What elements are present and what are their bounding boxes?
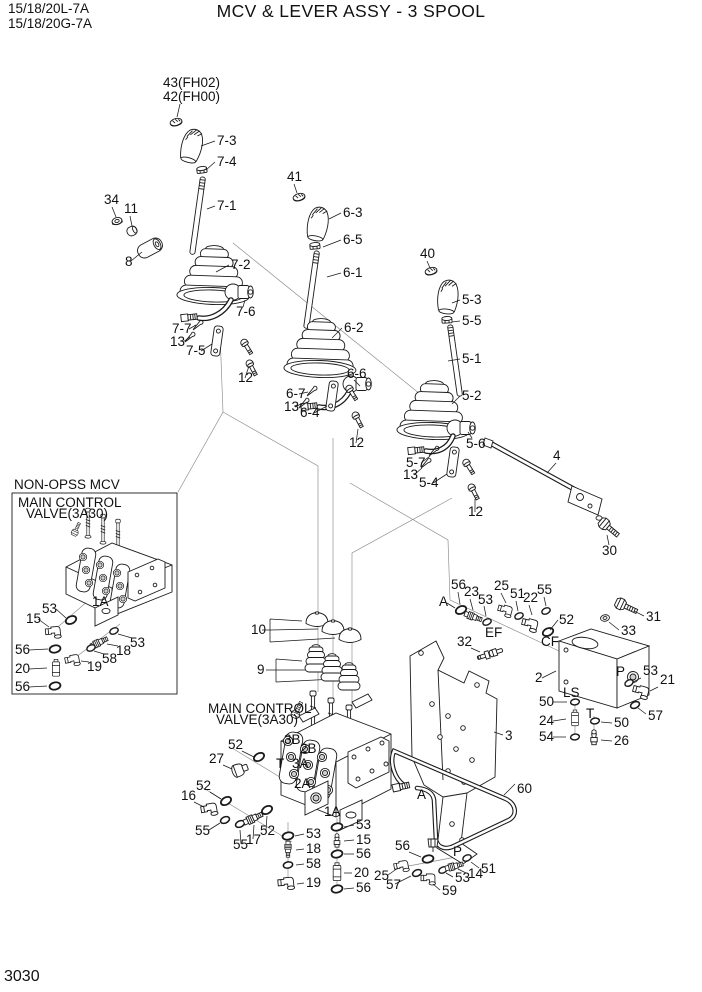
leader-line bbox=[409, 852, 421, 857]
part-label: 7-6 bbox=[236, 304, 256, 319]
leader-line bbox=[209, 823, 220, 830]
port-label: CF bbox=[541, 634, 559, 649]
part-label: 53 bbox=[478, 592, 494, 607]
part-label: 52 bbox=[196, 778, 212, 793]
port-label: P bbox=[453, 844, 463, 859]
part-label: 56 bbox=[15, 642, 31, 657]
leader-line bbox=[295, 834, 304, 836]
leader-line bbox=[452, 321, 460, 322]
part-label: 50 bbox=[539, 694, 555, 709]
part-label: 19 bbox=[87, 659, 103, 674]
knob-5-3 bbox=[436, 279, 460, 315]
leader-line bbox=[296, 849, 304, 850]
leader-line bbox=[112, 207, 116, 217]
washer-33 bbox=[600, 614, 610, 622]
port-label: 3B bbox=[284, 732, 301, 747]
part-label: 56 bbox=[15, 679, 31, 694]
leader-line bbox=[529, 605, 532, 615]
part-label: 5-3 bbox=[462, 292, 482, 307]
leader-line bbox=[501, 593, 506, 603]
part-label: 13 bbox=[403, 467, 419, 482]
leader-line bbox=[388, 868, 398, 875]
leader-line bbox=[471, 648, 480, 652]
leader-line bbox=[433, 884, 440, 890]
part-label: 54 bbox=[539, 729, 555, 744]
part-label: 6-1 bbox=[343, 265, 363, 280]
part-label: 18 bbox=[116, 643, 132, 658]
leader-line bbox=[516, 601, 518, 611]
section-marker: A bbox=[439, 594, 449, 609]
port-label: EF bbox=[485, 625, 503, 640]
part-label: 56 bbox=[395, 838, 411, 853]
part-label: 24 bbox=[539, 713, 555, 728]
part-label: 22 bbox=[523, 590, 539, 605]
part-label: 52 bbox=[559, 612, 575, 627]
part-label: 7-4 bbox=[217, 154, 237, 169]
part-label: 51 bbox=[510, 586, 526, 601]
part-label: 9 bbox=[257, 662, 265, 677]
valve-title: MAIN CONTROL bbox=[208, 701, 312, 716]
section-marker: A bbox=[417, 787, 427, 802]
part-label: 32 bbox=[457, 634, 473, 649]
leader-line bbox=[206, 162, 215, 170]
part-label: 53 bbox=[130, 635, 146, 650]
model-code-1: 15/18/20L-7A bbox=[8, 1, 90, 16]
inset-title: NON-OPSS MCV bbox=[14, 477, 120, 492]
part-label: 7-7 bbox=[172, 321, 192, 336]
port-label: 2A bbox=[294, 776, 311, 791]
part-label: 26 bbox=[614, 733, 630, 748]
part-label: 8 bbox=[125, 254, 133, 269]
part-label: 6-4 bbox=[300, 405, 320, 420]
part-label: 20 bbox=[354, 865, 370, 880]
part-label: 12 bbox=[468, 504, 484, 519]
part-label: 6-6 bbox=[347, 366, 367, 381]
inset-subtitle: VALVE(3A30) bbox=[26, 506, 109, 521]
leader-line bbox=[446, 873, 453, 877]
leader-line bbox=[504, 784, 515, 795]
part-label: 20 bbox=[15, 661, 31, 676]
port-label: T bbox=[276, 756, 285, 771]
part-label: 14 bbox=[468, 866, 484, 881]
link-7-5 bbox=[210, 326, 223, 357]
part-label: 6-2 bbox=[344, 320, 364, 335]
part-label: 4 bbox=[553, 448, 561, 463]
part-label: 55 bbox=[537, 582, 553, 597]
elbow-5-6 bbox=[447, 420, 475, 436]
part-label: 2 bbox=[535, 670, 543, 685]
leader-line bbox=[484, 606, 486, 616]
nut-5-5 bbox=[442, 316, 452, 323]
part-label: 5-7 bbox=[406, 455, 426, 470]
part-label: 57 bbox=[386, 877, 402, 892]
part-label: 21 bbox=[660, 672, 676, 687]
part-label: 33 bbox=[621, 623, 637, 638]
page-number: 3030 bbox=[4, 968, 40, 985]
part-41-nut bbox=[292, 192, 305, 202]
port-label: T bbox=[586, 706, 595, 721]
leader-line bbox=[458, 592, 460, 604]
part-label: 53 bbox=[356, 817, 372, 832]
part-label: 10 bbox=[251, 622, 267, 637]
part-label: 13 bbox=[170, 334, 186, 349]
model-code-2: 15/18/20G-7A bbox=[8, 16, 93, 31]
part-label: 55 bbox=[195, 823, 211, 838]
link-5-4 bbox=[446, 447, 459, 478]
part-label: 42(FH00) bbox=[163, 89, 221, 104]
part-label: 6-7 bbox=[286, 386, 306, 401]
leader-line bbox=[297, 883, 304, 884]
part-label: 56 bbox=[356, 846, 372, 861]
part-label: 18 bbox=[306, 841, 322, 856]
knob-6-3 bbox=[305, 205, 331, 242]
leader-line bbox=[29, 668, 47, 669]
part-40-nut bbox=[424, 266, 437, 276]
leader-line bbox=[56, 609, 66, 618]
part-label: 7-1 bbox=[217, 198, 237, 213]
leader-line bbox=[29, 649, 48, 650]
part-label: 16 bbox=[181, 788, 197, 803]
non-opss-valve-block bbox=[66, 508, 172, 626]
part-label: 25 bbox=[494, 578, 510, 593]
leader-line bbox=[601, 722, 612, 723]
leader-line bbox=[323, 240, 341, 247]
part-label: 56 bbox=[451, 577, 467, 592]
part-label: 53 bbox=[455, 870, 471, 885]
part-label: 19 bbox=[306, 875, 322, 890]
part-label: 53 bbox=[306, 826, 322, 841]
port-label: 1A bbox=[324, 804, 341, 819]
part-label: 13 bbox=[284, 399, 300, 414]
page-title: MCV & LEVER ASSY - 3 SPOOL bbox=[216, 1, 486, 21]
part-label: 58 bbox=[102, 651, 118, 666]
part-label: 56 bbox=[356, 880, 372, 895]
leader-line bbox=[327, 273, 341, 277]
part-label: 52 bbox=[228, 737, 244, 752]
stem-7-1 bbox=[190, 177, 206, 255]
part-label: 11 bbox=[124, 201, 139, 216]
part-label: 6-5 bbox=[343, 232, 363, 247]
leader-line bbox=[207, 206, 215, 209]
part-label: 7-5 bbox=[186, 343, 206, 358]
part-label: 6-3 bbox=[343, 205, 363, 220]
port-label: P bbox=[616, 664, 626, 679]
leader-line bbox=[544, 597, 546, 606]
part-label: 41 bbox=[287, 169, 303, 184]
part-label: 34 bbox=[104, 192, 120, 207]
leader-line bbox=[201, 141, 215, 146]
leader-line bbox=[29, 686, 47, 687]
leader-line bbox=[547, 463, 556, 473]
part-label: 57 bbox=[648, 708, 664, 723]
leader-line bbox=[329, 213, 341, 219]
port-label: 2B bbox=[300, 741, 317, 756]
part-label: 55 bbox=[233, 837, 249, 852]
leader-line bbox=[609, 622, 619, 630]
part-label: 5-5 bbox=[462, 313, 482, 328]
leader-line bbox=[470, 599, 473, 610]
leader-line bbox=[210, 792, 221, 799]
part-label: 7-2 bbox=[231, 257, 251, 272]
part-label: 52 bbox=[260, 823, 276, 838]
part-label: 3 bbox=[505, 728, 513, 743]
port-label: 3A bbox=[292, 756, 309, 771]
part-label: 17 bbox=[246, 832, 262, 847]
leader-line bbox=[130, 216, 132, 226]
leader-line bbox=[177, 104, 180, 117]
leader-line bbox=[344, 888, 354, 889]
part-label: 5-2 bbox=[462, 388, 482, 403]
bolt-31 bbox=[614, 597, 640, 617]
inset-subtitle: MAIN CONTROL bbox=[18, 495, 122, 510]
nut-6-5 bbox=[310, 242, 321, 249]
port-label: 1A bbox=[92, 594, 109, 609]
leader-line bbox=[427, 261, 430, 268]
leader-line bbox=[296, 864, 304, 865]
part-label: 7-3 bbox=[217, 133, 237, 148]
leader-line bbox=[553, 719, 566, 721]
part-label: 60 bbox=[517, 781, 533, 796]
leader-line bbox=[294, 184, 297, 193]
part-label: 50 bbox=[614, 715, 630, 730]
part-label: 59 bbox=[442, 883, 458, 898]
part-label: 5-1 bbox=[462, 351, 482, 366]
part-label: 5-6 bbox=[466, 436, 486, 451]
part-42-43-nut bbox=[169, 117, 182, 127]
rod-end-plate bbox=[568, 486, 602, 515]
leader-line bbox=[601, 740, 612, 741]
part-label: 25 bbox=[374, 868, 390, 883]
leader-line bbox=[650, 687, 658, 691]
part-label: 15 bbox=[356, 832, 372, 847]
leader-line bbox=[542, 671, 556, 678]
nut-7-4 bbox=[196, 166, 207, 174]
part-label: 5-4 bbox=[419, 475, 439, 490]
stud-32 bbox=[476, 646, 503, 661]
part-label: 12 bbox=[238, 370, 254, 385]
part-label: 12 bbox=[349, 435, 365, 450]
part-label: 15 bbox=[26, 611, 42, 626]
part-label: 30 bbox=[602, 543, 618, 558]
part-label: 27 bbox=[209, 751, 225, 766]
elbow-7-6 bbox=[225, 284, 253, 300]
leader-line bbox=[638, 708, 646, 714]
part-label: 51 bbox=[481, 861, 497, 876]
leader-line bbox=[242, 751, 254, 757]
part-label: 58 bbox=[306, 856, 322, 871]
part-label: 40 bbox=[420, 246, 436, 261]
leader-line bbox=[447, 603, 455, 608]
part-label: 43(FH02) bbox=[163, 75, 221, 90]
leader-line bbox=[344, 840, 354, 841]
leader-line bbox=[550, 620, 558, 630]
bolt-30 bbox=[597, 516, 622, 539]
part-label: 53 bbox=[643, 663, 659, 678]
part-label: 23 bbox=[464, 584, 480, 599]
valve-title: VALVE(3A30) bbox=[216, 712, 299, 727]
parts-34-11-8 bbox=[111, 216, 164, 260]
part-label: 53 bbox=[42, 601, 58, 616]
leader-line bbox=[223, 765, 232, 769]
stem-6-1 bbox=[304, 251, 320, 329]
port-label: LS bbox=[563, 685, 580, 700]
part-label: 31 bbox=[646, 609, 662, 624]
